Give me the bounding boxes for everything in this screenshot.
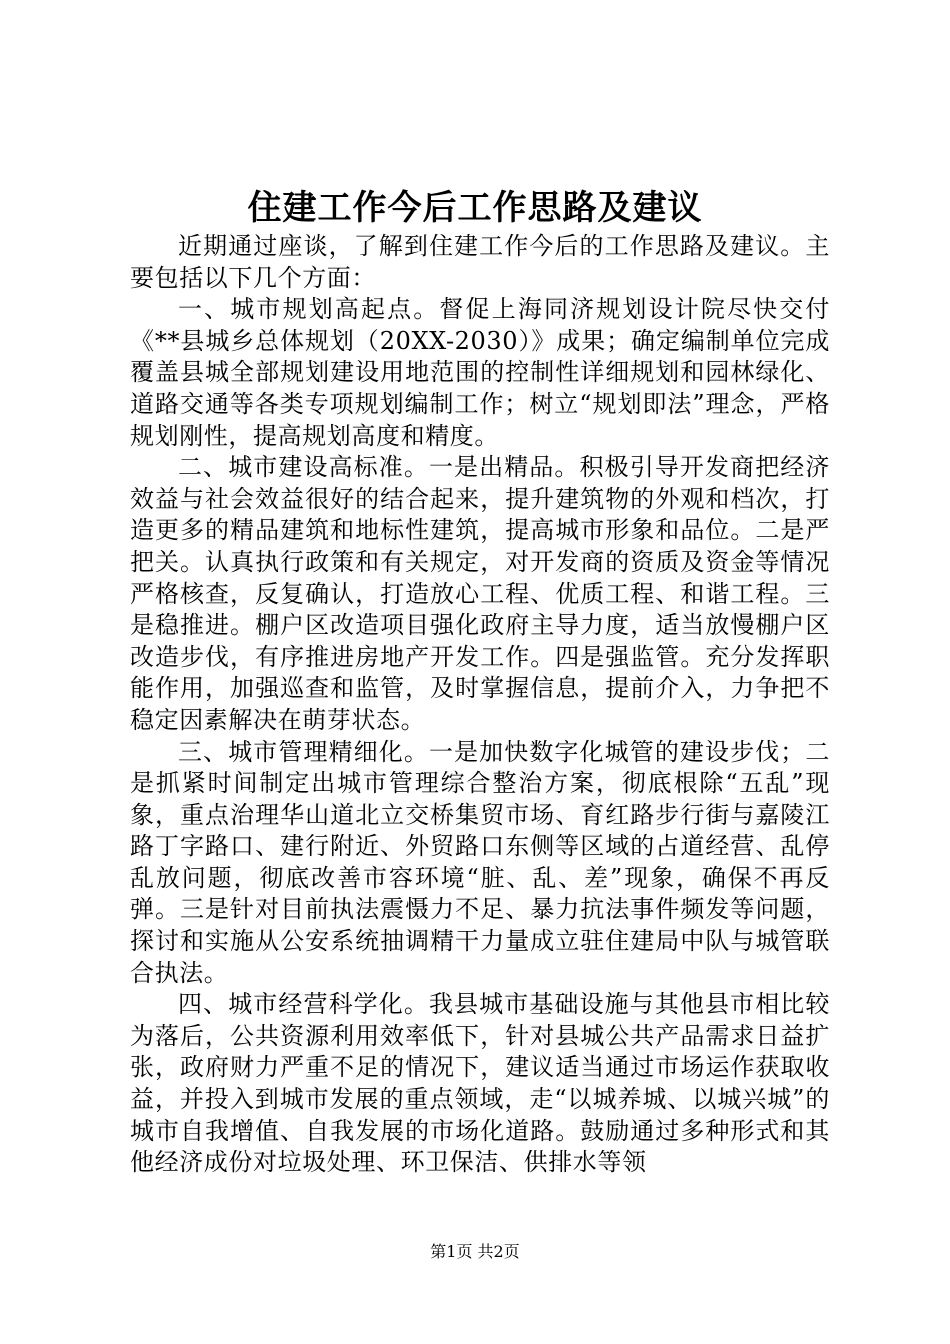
paragraph-urban-management: 三、城市管理精细化。一是加快数字化城管的建设步伐；二是抓紧时间制定出城市管理综合整治方案，彻底根除“五乱”现象，重点治理华山道北立交桥集贸市场、育红路步行街与嘉陵江路丁字路口、建行附近、外贸路口东侧等区域的占道经营、乱停乱放问题，彻底改善市容环境“脏、乱、差”现象，确保不再反弹。三是针对目前执法震慑力不足、暴力抗法事件频发等问题，探讨和实施从公安系统抽调精干力量成立驻住建局中队与城管联合执法。 (130, 737, 830, 987)
paragraph-urban-construction: 二、城市建设高标准。一是出精品。积极引导开发商把经济效益与社会效益很好的结合起来，提升建筑物的外观和档次，打造更多的精品建筑和地标性建筑，提高城市形象和品位。二是严把关。认真执行政策和有关规定，对开发商的资质及资金等情况严格核查，反复确认，打造放心工程、优质工程、和谐工程。三是稳推进。棚户区改造项目强化政府主导力度，适当放慢棚户区改造步伐，有序推进房地产开发工作。四是强监管。充分发挥职能作用，加强巡查和监管，及时掌握信息，提前介入，力争把不稳定因素解决在萌芽状态。 (130, 453, 830, 734)
paragraph-urban-operation: 四、城市经营科学化。我县城市基础设施与其他县市相比较为落后，公共资源利用效率低下，针对县城公共产品需求日益扩张，政府财力严重不足的情况下，建议适当通过市场运作获取收益，并投入到城市发展的重点领域，走“以城养城、以城兴城”的城市自我增值、自我发展的市场化道路。鼓励通过多种形式和其他经济成份对垃圾处理、环卫保洁、供排水等领 (130, 990, 830, 1177)
document-title: 住建工作今后工作思路及建议 (247, 188, 703, 228)
page-footer: 第1页 共2页 (430, 1242, 520, 1261)
document-body (130, 231, 830, 1179)
paragraph-urban-planning: 一、城市规划高起点。督促上海同济规划设计院尽快交付《**县城乡总体规划（20XX-2030）》成果；确定编制单位完成覆盖县城全部规划建设用地范围的控制性详细规划和园林绿化、道路交通等各类专项规划编制工作；树立“规划即法”理念，严格规划刚性，提高规划高度和精度。 (130, 295, 830, 450)
paragraph-intro: 近期通过座谈，了解到住建工作今后的工作思路及建议。主要包括以下几个方面： (130, 232, 830, 292)
